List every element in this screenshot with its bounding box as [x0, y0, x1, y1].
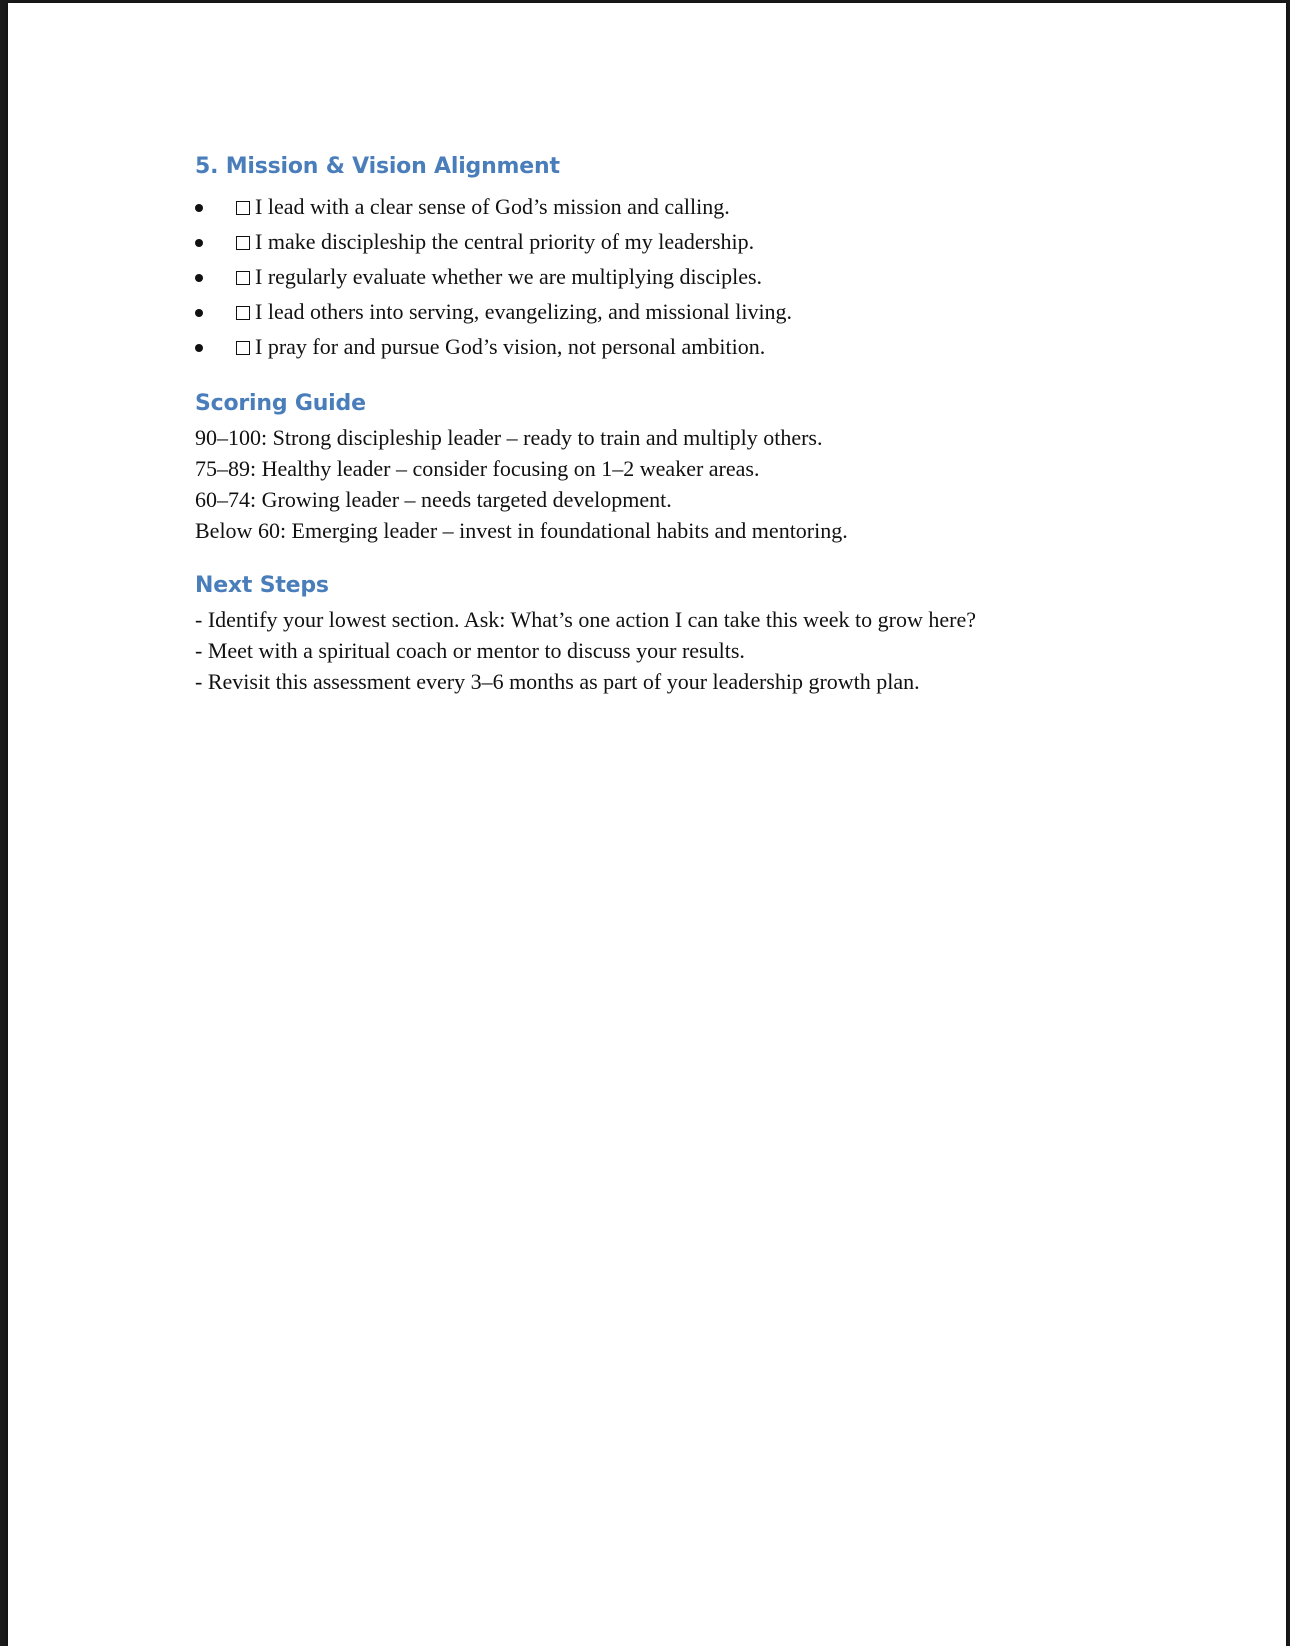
scoring-line: Below 60: Emerging leader – invest in foundational habits and mentoring.	[195, 518, 848, 543]
mission-vision-heading: 5. Mission & Vision Alignment	[195, 154, 560, 179]
mission-checklist	[195, 189, 1195, 364]
checklist-item	[195, 294, 1195, 329]
checklist-item-text: I lead others into serving, evangelizing, and missional living.	[255, 299, 793, 324]
next-step-line: - Identify your lowest section. Ask: What’s one action I can take this week to grow here?	[195, 607, 976, 632]
checklist-item-text: I make discipleship the central priority of my leadership.	[255, 229, 755, 254]
checkbox-icon[interactable]	[236, 201, 250, 215]
checkbox-icon[interactable]	[236, 341, 250, 355]
checklist-item-text: I regularly evaluate whether we are multiplying disciples.	[255, 264, 763, 289]
checklist-item	[195, 329, 1195, 364]
bullet-icon	[195, 344, 203, 352]
next-steps-heading: Next Steps	[195, 573, 329, 598]
scoring-guide-heading: Scoring Guide	[195, 391, 366, 416]
page-content	[195, 151, 1195, 697]
scoring-line: 60–74: Growing leader – needs targeted development.	[195, 487, 672, 512]
scoring-guide-list	[195, 422, 1195, 546]
section-spacer	[195, 546, 1195, 570]
checklist-item	[195, 189, 1195, 224]
checklist-item	[195, 259, 1195, 294]
document-page	[8, 3, 1286, 1646]
scoring-line: 75–89: Healthy leader – consider focusing on 1–2 weaker areas.	[195, 456, 760, 481]
bullet-icon	[195, 239, 203, 247]
bullet-icon	[195, 274, 203, 282]
bullet-icon	[195, 309, 203, 317]
next-step-line: - Revisit this assessment every 3–6 months as part of your leadership growth plan.	[195, 669, 920, 694]
checklist-item-text: I pray for and pursue God’s vision, not personal ambition.	[255, 334, 766, 359]
checklist-item	[195, 224, 1195, 259]
checkbox-icon[interactable]	[236, 306, 250, 320]
checkbox-icon[interactable]	[236, 271, 250, 285]
next-steps-list	[195, 604, 1195, 697]
bullet-icon	[195, 204, 203, 212]
section-spacer	[195, 364, 1195, 388]
scoring-line: 90–100: Strong discipleship leader – ready to train and multiply others.	[195, 425, 823, 450]
checklist-item-text: I lead with a clear sense of God’s mission and calling.	[255, 194, 730, 219]
next-step-line: - Meet with a spiritual coach or mentor to discuss your results.	[195, 638, 745, 663]
checkbox-icon[interactable]	[236, 236, 250, 250]
